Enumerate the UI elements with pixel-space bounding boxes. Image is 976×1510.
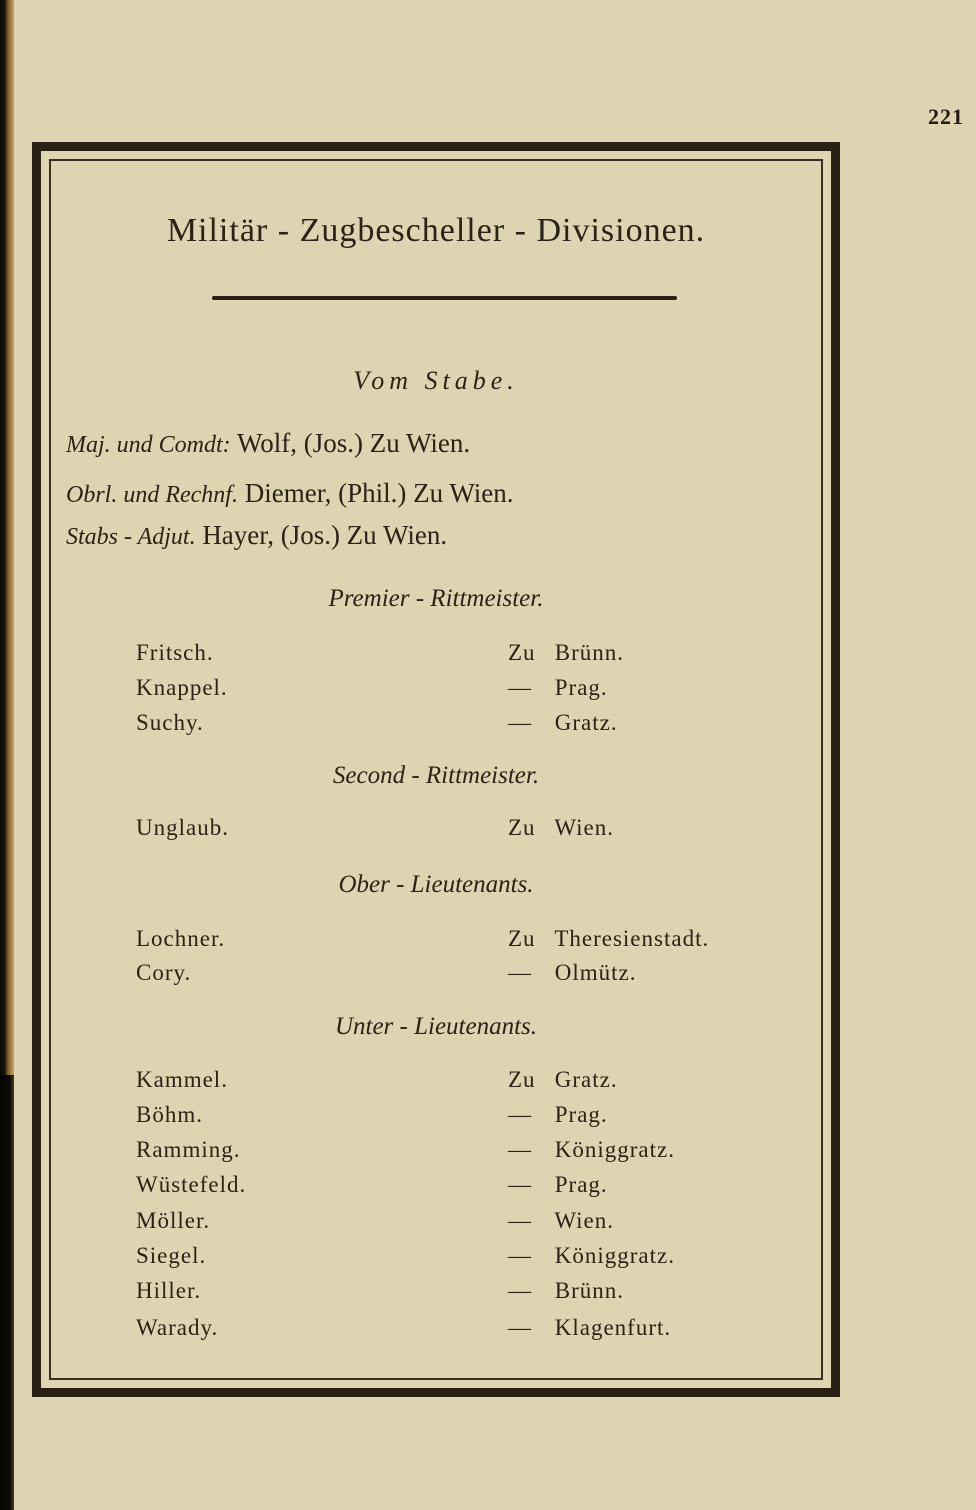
staff-name: Hayer, (Jos.) Zu Wien. [202, 520, 448, 550]
location-name: Königgratz. [554, 1137, 675, 1162]
location-name: Brünn. [554, 1278, 624, 1303]
officer-name: Knappel. [136, 675, 228, 700]
location-prefix: Zu [508, 640, 536, 665]
location-name: Prag. [554, 1172, 608, 1197]
location-name: Klagenfurt. [554, 1315, 672, 1340]
officer-name: Möller. [136, 1208, 211, 1233]
location-prefix: — [508, 675, 532, 700]
officer-name: Cory. [136, 960, 192, 985]
staff-rank: Stabs - Adjut. [66, 524, 196, 550]
station-location [508, 926, 709, 952]
section-heading: Ober - Lieutenants. [338, 871, 534, 898]
officer-name: Ramming. [136, 1137, 241, 1162]
officer-name: Unglaub. [136, 815, 229, 840]
location-name: Prag. [554, 675, 608, 700]
station-location [508, 710, 618, 736]
station-location [508, 1278, 624, 1304]
staff-name: Wolf, (Jos.) Zu Wien. [236, 428, 471, 458]
location-prefix: — [508, 1315, 532, 1340]
officer-name: Hiller. [136, 1278, 202, 1303]
station-location [508, 1137, 675, 1163]
station-location [508, 1067, 618, 1093]
location-name: Gratz. [554, 710, 618, 735]
location-name: Königgratz. [554, 1243, 675, 1268]
location-prefix: — [508, 1137, 532, 1162]
location-prefix: — [508, 960, 532, 985]
location-prefix: Zu [508, 815, 536, 840]
location-name: Wien. [554, 815, 614, 840]
station-location [508, 1102, 608, 1128]
section-heading: Unter - Lieutenants. [334, 1013, 538, 1040]
station-location [508, 640, 624, 666]
section-heading: Premier - Rittmeister. [328, 585, 544, 612]
station-location [508, 1315, 671, 1341]
officer-name: Wüstefeld. [136, 1172, 247, 1197]
section-heading: Second - Rittmeister. [332, 762, 540, 789]
station-location [508, 960, 637, 986]
page-title: Militär - Zugbescheller - Divisionen. [166, 212, 706, 249]
section-heading-stab: Vom Stabe. [353, 366, 519, 395]
station-location [508, 1172, 608, 1198]
location-prefix: Zu [508, 1067, 536, 1092]
location-prefix: — [508, 1208, 532, 1233]
location-prefix: — [508, 1102, 532, 1127]
officer-name: Fritsch. [136, 640, 214, 665]
location-prefix: — [508, 1243, 532, 1268]
location-prefix: — [508, 710, 532, 735]
officer-name: Warady. [136, 1315, 219, 1340]
officer-name: Lochner. [136, 926, 226, 951]
location-prefix: — [508, 1172, 532, 1197]
location-name: Wien. [554, 1208, 614, 1233]
officer-name: Siegel. [136, 1243, 207, 1268]
officer-name: Kammel. [136, 1067, 228, 1092]
staff-rank: Maj. und Comdt: [66, 432, 231, 458]
staff-rank: Obrl. und Rechnf. [66, 482, 238, 508]
station-location [508, 1208, 614, 1234]
location-name: Theresienstadt. [554, 926, 710, 951]
location-name: Prag. [554, 1102, 608, 1127]
officer-name: Suchy. [136, 710, 204, 735]
officer-name: Böhm. [136, 1102, 203, 1127]
station-location [508, 815, 614, 841]
location-prefix: — [508, 1278, 532, 1303]
location-name: Gratz. [554, 1067, 618, 1092]
station-location [508, 675, 608, 701]
location-name: Olmütz. [554, 960, 637, 985]
location-prefix: Zu [508, 926, 536, 951]
staff-name: Diemer, (Phil.) Zu Wien. [244, 478, 514, 508]
page-number: 221 [928, 104, 964, 129]
station-location [508, 1243, 675, 1269]
location-name: Brünn. [554, 640, 624, 665]
